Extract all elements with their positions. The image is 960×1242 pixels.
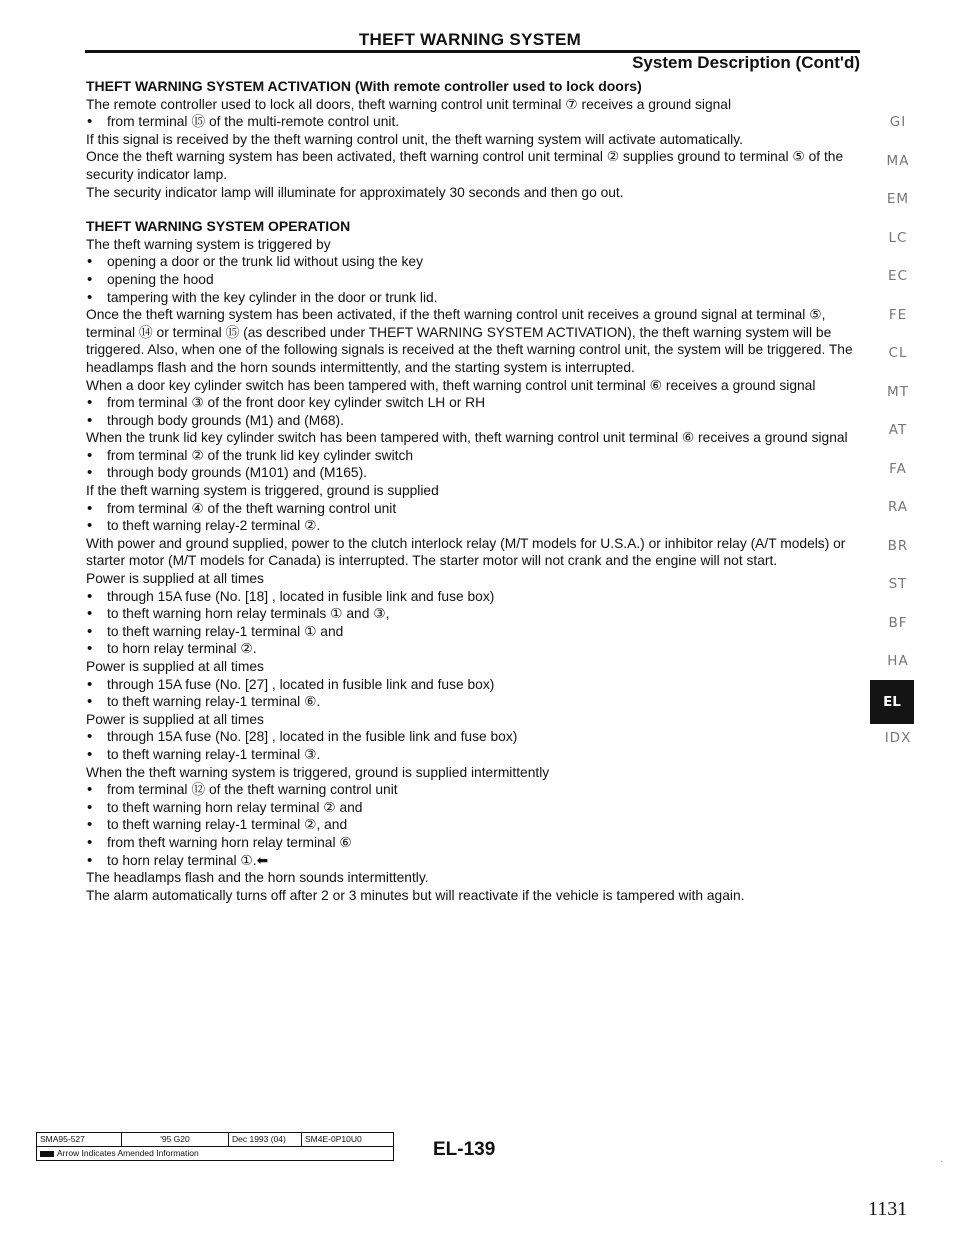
sidebar-item-cl: CL [888,345,908,361]
bullet-item: • from terminal ⑫ of the theft warning control unit [86,781,864,799]
sidebar-item-fa: FA [889,460,907,477]
arrow-icon [40,1151,54,1157]
paragraph: Once the theft warning system has been activated, theft warning control unit terminal ② supplies ground to terminal ⑤ of the security indicator lamp. [86,149,844,182]
bullet-item: • through 15A fuse (No. [18] , located in fusible link and fuse box) [86,588,864,606]
footer-date: Dec 1993 (04) [229,1133,302,1146]
margin-mark: · [940,1156,944,1167]
bullet-item: • through 15A fuse (No. [27] , located in fusible link and fuse box) [86,676,864,694]
bullet-item: • to theft warning horn relay terminal ② and [86,799,864,817]
bullet-item: • tampering with the key cylinder in the door or trunk lid. [86,289,864,307]
paragraph: The security indicator lamp will illuminate for approximately 30 seconds and then go out. [86,184,624,200]
sidebar-item-at: AT [888,422,908,438]
paragraph: Power is supplied at all times [86,571,264,587]
paragraph: The headlamps flash and the horn sounds intermittently. [86,870,429,886]
bullet-item: • to theft warning horn relay terminals ① and ③, [86,605,864,623]
footer-info-box [36,1132,394,1161]
paragraph: If the theft warning system is triggered, ground is supplied [86,483,439,499]
sidebar-item-ec: EC [888,268,908,284]
bullet-item: • to horn relay terminal ②. [86,640,864,658]
bullet-item: • to theft warning relay-1 terminal ②, and [86,816,864,834]
sidebar-item-st: ST [888,576,908,592]
page-subtitle: System Description (Cont'd) [632,53,860,72]
sidebar-item-ha: HA [887,653,909,669]
bullet-item: • through 15A fuse (No. [28] , located in the fusible link and fuse box) [86,728,864,746]
sidebar-item-fe: FE [888,306,908,323]
main-content [86,78,864,904]
sidebar-item-lc: LC [888,229,908,246]
page-title: THEFT WARNING SYSTEM [358,30,582,49]
bullet-item: • to theft warning relay-1 terminal ① and [86,623,864,641]
sidebar-item-ma: MA [886,152,910,169]
sidebar-item-em: EM [886,191,910,207]
paragraph: The alarm automatically turns off after 2 or 3 minutes but will reactivate if the vehicle is tampered with again. [86,887,745,903]
footer-model: '95 G20 [122,1133,229,1146]
sidebar-item-gi: GI [889,114,907,130]
footer-manual-code: SM4E-0P10U0 [305,1134,362,1144]
sidebar-item-idx: IDX [884,730,912,746]
paragraph: When the theft warning system is triggered, ground is supplied intermittently [86,764,550,780]
bullet-item: • from terminal ② of the trunk lid key cylinder switch [86,447,864,465]
bullet-item: • from terminal ⑮ of the multi-remote control unit. [86,113,864,131]
bullet-item: • from theft warning horn relay terminal ⑥ [86,834,864,852]
bullet-item: • to horn relay terminal ①.⬅ [86,852,864,870]
sidebar-item-ra: RA [887,499,909,515]
paragraph: The theft warning system is triggered by [86,236,331,252]
sidebar-item-br: BR [887,537,909,554]
paragraph: Once the theft warning system has been activated, if the theft warning control unit receives a ground signal at terminal ⑤, terminal ⑭ or terminal ⑮ (as described under THEFT WARNING SYSTEM ACTIVATION), the theft warning system will be triggered. Also, when one of the following signals is received at the theft warning control unit, the system will be triggered. The headlamps flash and the horn sounds intermittently, and the starting system is interrupted. [86,307,853,375]
section-spacer [86,201,864,218]
bullet-item: • to theft warning relay-1 terminal ③. [86,746,864,764]
page-number: 1131 [868,1198,908,1220]
sidebar-item-mt: MT [887,383,909,400]
paragraph: Power is supplied at all times [86,711,264,727]
paragraph: When the trunk lid key cylinder switch has been tampered with, theft warning control unit terminal ⑥ receives a ground signal [86,430,848,446]
paragraph: If this signal is received by the theft warning control unit, the theft warning system will activate automatically. [86,131,743,147]
footer-note-text: Arrow Indicates Amended Information [57,1148,199,1158]
footer-doc-code: SMA95-527 [37,1133,122,1146]
paragraph: With power and ground supplied, power to the clutch interlock relay (M/T models for U.S.A.) or inhibitor relay (A/T models) or starter motor (M/T models for Canada) is interrupted. The starter motor will not crank and the engine will not start. [86,535,846,569]
bullet-item: • opening the hood [86,271,864,289]
paragraph: When a door key cylinder switch has been tampered with, theft warning control unit terminal ⑥ receives a ground signal [86,377,816,393]
paragraph: Power is supplied at all times [86,659,264,674]
sidebar-item-el: EL [870,680,914,724]
section-heading: THEFT WARNING SYSTEM OPERATION [86,218,351,235]
bullet-item: • through body grounds (M1) and (M68). [86,412,864,430]
bullet-item: • from terminal ③ of the front door key cylinder switch LH or RH [86,394,864,412]
bullet-item: • through body grounds (M101) and (M165). [86,464,864,482]
bullet-item: • to theft warning relay-1 terminal ⑥. [86,693,864,711]
bullet-item: • to theft warning relay-2 terminal ②. [86,517,864,535]
bullet-item: • from terminal ④ of the theft warning control unit [86,500,864,518]
paragraph: The remote controller used to lock all doors, theft warning control unit terminal ⑦ receives a ground signal [86,96,732,112]
bullet-item: • opening a door or the trunk lid without using the key [86,253,864,271]
page-id: EL-139 [433,1139,496,1160]
section-heading: THEFT WARNING SYSTEM ACTIVATION (With remote controller used to lock doors) [86,78,642,94]
sidebar-item-bf: BF [888,614,908,631]
footer-note [37,1147,393,1160]
